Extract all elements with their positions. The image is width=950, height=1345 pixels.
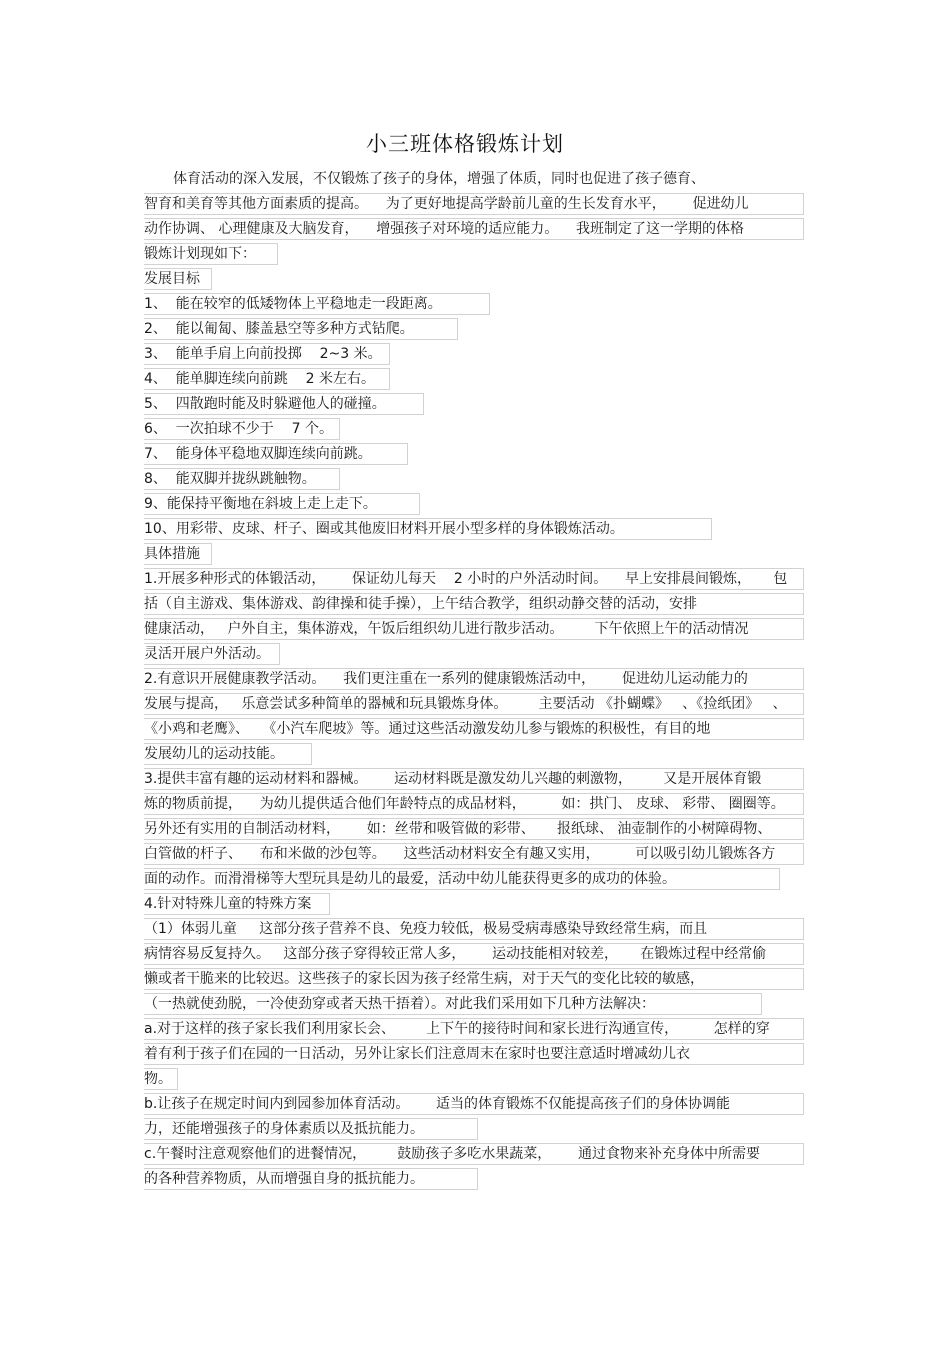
paragraph-line: 炼的物质前提， 为幼儿提供适合他们年龄特点的成品材料， 如：拱门、 皮球、 彩带、 圈圈等。	[144, 793, 804, 815]
paragraph-line: 2.有意识开展健康教学活动。 我们更注重在一系列的健康锻炼活动中， 促进幼儿运动能力的	[144, 668, 804, 690]
list-item: 8、 能双脚并拢纵跳触物。	[144, 468, 340, 490]
paragraph-line: 锻炼计划现如下：	[144, 243, 278, 265]
paragraph-line: 面的动作。而滑滑梯等大型玩具是幼儿的最爱，活动中幼儿能获得更多的成功的体验。	[144, 868, 780, 890]
paragraph-line: 1.开展多种形式的体锻活动， 保证幼儿每天 2 小时的户外活动时间。 早上安排晨间锻炼， 包	[144, 568, 804, 590]
paragraph-line: 3.提供丰富有趣的运动材料和器械。 运动材料既是激发幼儿兴趣的刺激物， 又是开展体育锻	[144, 768, 804, 790]
paragraph-line: 白管做的杆子、 布和米做的沙包等。 这些活动材料安全有趣又实用， 可以吸引幼儿锻炼各方	[144, 843, 804, 865]
paragraph-line: 的各种营养物质，从而增强自身的抵抗能力。	[144, 1168, 478, 1190]
list-item: 3、 能单手肩上向前投掷 2~3 米。	[144, 343, 390, 365]
paragraph-line: 健康活动， 户外自主，集体游戏，午饭后组织幼儿进行散步活动。 下午依照上午的活动情况	[144, 618, 804, 640]
paragraph-line: 物。	[144, 1068, 178, 1090]
list-item: 1、 能在较窄的低矮物体上平稳地走一段距离。	[144, 293, 490, 315]
paragraph-line: 灵活开展户外活动。	[144, 643, 280, 665]
list-item: 10、用彩带、皮球、杆子、圈或其他废旧材料开展小型多样的身体锻炼活动。	[144, 518, 712, 540]
paragraph-line: b.让孩子在规定时间内到园参加体育活动。 适当的体育锻炼不仅能提高孩子们的身体协调能	[144, 1093, 804, 1115]
paragraph-line: c.午餐时注意观察他们的进餐情况， 鼓励孩子多吃水果蔬菜， 通过食物来补充身体中所需要	[144, 1143, 804, 1165]
section-heading: 具体措施	[144, 543, 212, 565]
paragraph-line: （一热就使劲脱，一冷使劲穿或者天热干捂着）。对此我们采用如下几种方法解决：	[144, 993, 762, 1015]
paragraph-line: 病情容易反复持久。 这部分孩子穿得较正常人多， 运动技能相对较差， 在锻炼过程中经常偷	[144, 943, 804, 965]
paragraph-line: 4.针对特殊儿童的特殊方案	[144, 893, 330, 915]
paragraph-line: 括（自主游戏、集体游戏、韵律操和徒手操），上午结合教学，组织动静交替的活动，安排	[144, 593, 804, 615]
paragraph-line: 智育和美育等其他方面素质的提高。 为了更好地提高学龄前儿童的生长发育水平， 促进幼儿	[144, 193, 804, 215]
paragraph-line: 发展与提高， 乐意尝试多种简单的器械和玩具锻炼身体。 主要活动 《扑蝴蝶》 、《捡纸团》 、	[144, 693, 804, 715]
paragraph-line: （1）体弱儿童 这部分孩子营养不良、免疫力较低，极易受病毒感染导致经常生病，而且	[144, 918, 804, 940]
paragraph-line: 着有利于孩子们在园的一日活动，另外让家长们注意周末在家时也要注意适时增减幼儿衣	[144, 1043, 804, 1065]
paragraph-line: 体育活动的深入发展，不仅锻炼了孩子的身体，增强了体质，同时也促进了孩子德育、	[173, 171, 705, 187]
list-item: 9、能保持平衡地在斜坡上走上走下。	[144, 493, 420, 515]
paragraph-line: 《小鸡和老鹰》、 《小汽车爬坡》等。通过这些活动激发幼儿参与锻炼的积极性，有目的地	[144, 718, 804, 740]
list-item: 5、 四散跑时能及时躲避他人的碰撞。	[144, 393, 424, 415]
page-title: 小三班体格锻炼计划	[366, 132, 564, 156]
paragraph-line: 懒或者干脆来的比较迟。这些孩子的家长因为孩子经常生病，对于天气的变化比较的敏感，	[144, 968, 804, 990]
list-item: 4、 能单脚连续向前跳 2 米左右。	[144, 368, 390, 390]
paragraph-line: 另外还有实用的自制活动材料， 如：丝带和吸管做的彩带、 报纸球、 油壶制作的小树障碍物、	[144, 818, 804, 840]
paragraph-line: 发展幼儿的运动技能。	[144, 743, 312, 765]
section-heading: 发展目标	[144, 268, 212, 290]
list-item: 6、 一次拍球不少于 7 个。	[144, 418, 340, 440]
list-item: 2、 能以匍匐、膝盖悬空等多种方式钻爬。	[144, 318, 458, 340]
paragraph-line: 动作协调、 心理健康及大脑发育， 增强孩子对环境的适应能力。 我班制定了这一学期的体格	[144, 218, 804, 240]
paragraph-line: 力，还能增强孩子的身体素质以及抵抗能力。	[144, 1118, 478, 1140]
list-item: 7、 能身体平稳地双脚连续向前跳。	[144, 443, 408, 465]
paragraph-line: a.对于这样的孩子家长我们利用家长会、 上下午的接待时间和家长进行沟通宣传， 怎样的穿	[144, 1018, 804, 1040]
